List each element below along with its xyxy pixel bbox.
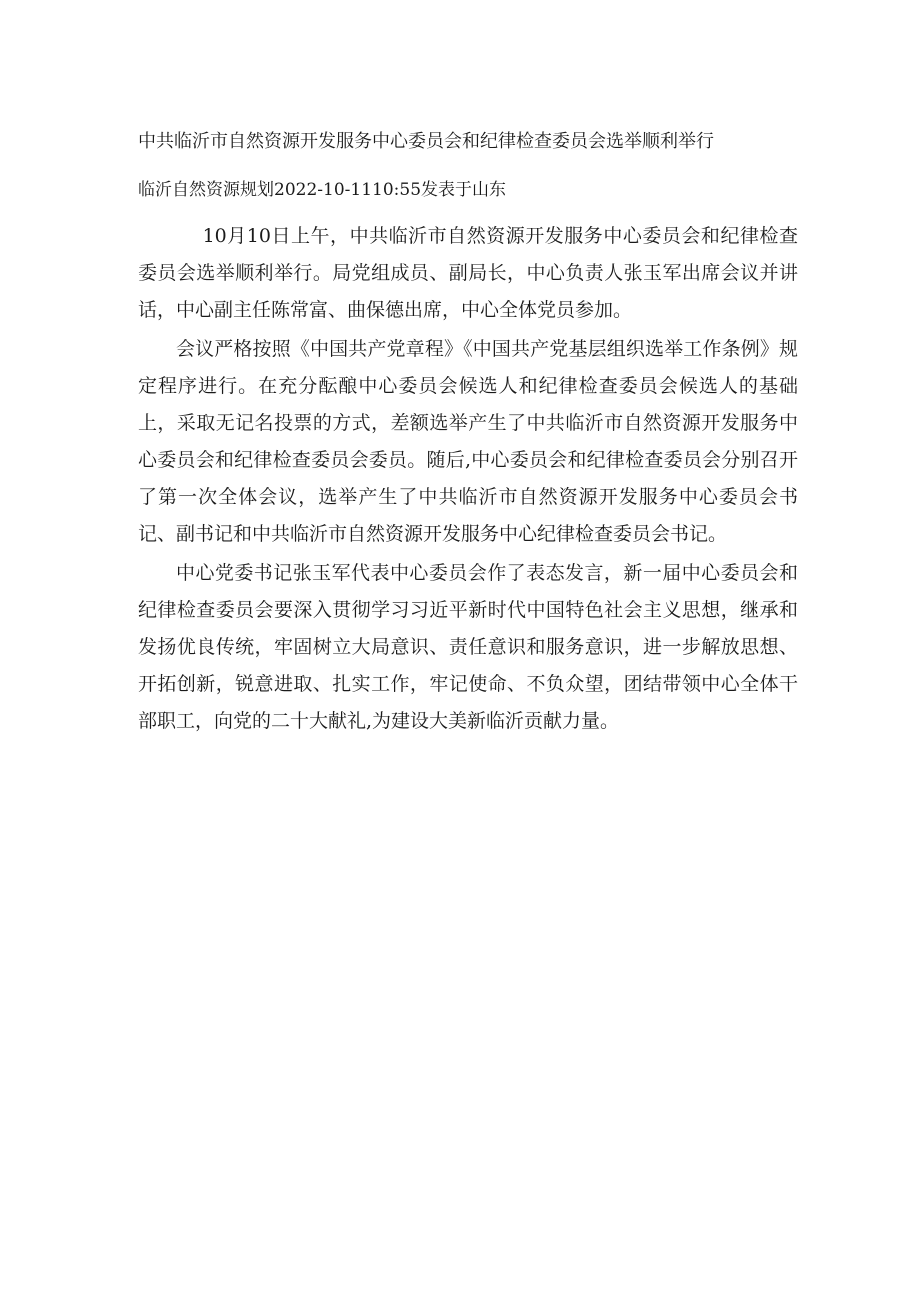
article-meta: 临沂自然资源规划2022-10-1110:55发表于山东 [138,180,507,200]
article-title: 中共临沂市自然资源开发服务中心委员会和纪律检查委员会选举顺利举行 [138,131,714,152]
paragraph-3: 中心党委书记张玉军代表中心委员会作了表态发言，新一届中心委员会和纪律检查委员会要深入贯彻学习习近平新时代中国特色社会主义思想，继承和发扬优良传统，牢固树立大局意识、责任意识和服务意识，进一步解放思想、开拓创新，锐意进取、扎实工作，牢记使命、不负众望，团结带领中心全体干部职工，向党的二十大献礼,为建设大美新临沂贡献力量。 [138,562,798,732]
paragraph-1: 10月10日上午，中共临沂市自然资源开发服务中心委员会和纪律检查委员会选举顺利举行。局党组成员、副局长，中心负责人张玉军出席会议并讲话，中心副主任陈常富、曲保德出席，中心全体党员参加。 [138,225,798,321]
paragraph-2: 会议严格按照《中国共产党章程》《中国共产党基层组织选举工作条例》规定程序进行。在充分酝酿中心委员会候选人和纪律检查委员会候选人的基础上，采取无记名投票的方式，差额选举产生了中共临沂市自然资源开发服务中心委员会和纪律检查委员会委员。随后,中心委员会和纪律检查委员会分别召开了第一次全体会议，选举产生了中共临沂市自然资源开发服务中心委员会书记、副书记和中共临沂市自然资源开发服务中心纪律检查委员会书记。 [138,338,798,545]
article-body [138,118,798,742]
